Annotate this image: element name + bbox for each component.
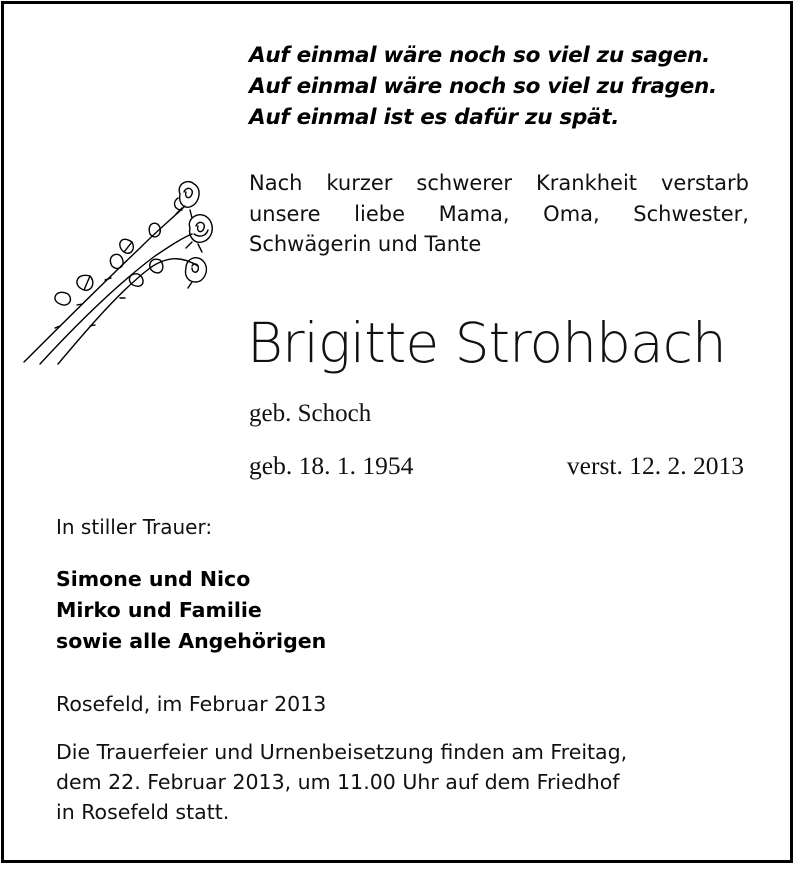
maiden-name: geb. Schoch [249,400,372,427]
mourner-entry: Simone und Nico [56,567,251,591]
service-line-2: dem 22. Februar 2013, um 11.00 Uhr auf dem Friedhof [56,770,620,794]
service-line-3: in Rosefeld statt. [56,800,230,824]
death-date: verst. 12. 2. 2013 [566,451,744,480]
roses-icon [20,176,220,366]
mourner-entry: Mirko und Familie [56,598,262,622]
mourners-list [56,564,326,657]
mourner-entry: sowie alle Angehörigen [56,629,327,653]
intro-line-3: Schwägerin und Tante [249,232,482,256]
intro-line-2: unsere liebe Mama, Oma, Schwester, [249,201,749,226]
place-and-date: Rosefeld, im Februar 2013 [56,692,327,716]
service-line-1: Die Trauerfeier und Urnenbeisetzung finden am Freitag, [56,740,628,764]
deceased-name: Brigitte Strohbach [247,311,726,375]
intro-line-1: Nach kurzer schwerer Krankheit verstarb [249,171,749,195]
funeral-service-info [56,737,756,827]
life-dates [249,448,744,484]
motto-line-2: Auf einmal wäre noch so viel zu fragen. [249,74,717,99]
motto-line-3: Auf einmal ist es dafür zu spät. [249,105,620,130]
mourning-label: In stiller Trauer: [56,515,213,539]
obituary-frame [1,1,793,863]
motto-line-1: Auf einmal wäre noch so viel zu sagen. [249,43,710,68]
motto-verse [249,40,769,133]
birth-date: geb. 18. 1. 1954 [249,451,414,480]
death-announcement [249,168,749,260]
